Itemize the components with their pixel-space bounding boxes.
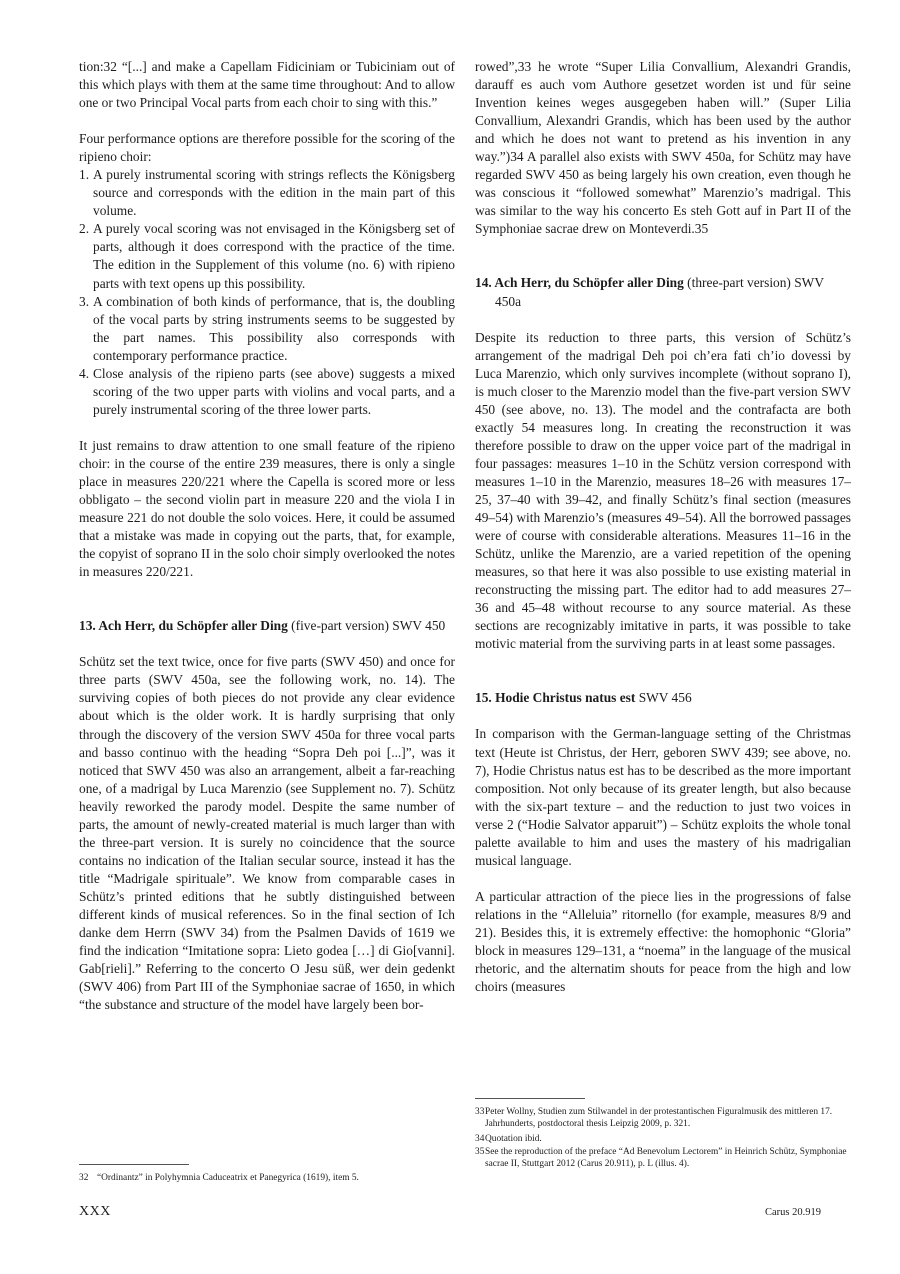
paragraph: Despite its reduction to three parts, this version of Schütz’s arrangement of the madrigal Deh poi ch’era fati ch’io dovessi by Luca Marenzio, which only survives incomplete (without soprano I), is much closer to the Marenzio model than the five-part version SWV 450 (see above, no. 13). The model and the contrafacta are both exactly 54 measures long. In creating the reconstruction it was therefore possible to draw on the upper voice part of the madrigal in four passages: measures 1–10 in the Schütz version correspond with measures 1–10 in the Marenzio, measures 18–26 with measures 17–25, 37–40 with 39–42, and finally Schütz’s final section (measures 49–54) with Marenzio’s (measures 49–54). All the borrowed passages were of course with considerable alterations. Measures 11–16 in the Schütz, unlike the Marenzio, are a varied repetition of the opening measures, so that here it was also possible to use existing material in reconstructing the missing part. The editor had to add measures 27–36 and 45–48 without recourse to any source material. As these sections are recognizably imitative in parts, it was possible to take motivic material from the surviving parts in at least some passages. — [475, 329, 851, 652]
list-item: 4. Close analysis of the ripieno parts (see above) suggests a mixed scoring of the two upper parts with violins and vocal parts, and a purely instrumental scoring of the three lower parts. — [79, 365, 455, 417]
list-item: 1. A purely instrumental scoring with strings reflects the Königsberg source and corresponds with the edition in the main part of this volume. — [79, 167, 455, 219]
paragraph: In comparison with the German-language setting of the Christmas text (Heute ist Christus, der Herr, geboren SWV 439; see above, no. 7), Hodie Christus natus est has to be described as the more important composition. Not only because of its greater length, but also because with the six-part texture – and the reduction to just two voices in verse 2 (“Hodie Salvator apparuit”) – Schütz exploits the whole tonal palette available to him and uses the mastery of his madrigalian musical language. — [475, 726, 851, 868]
catalog-number: Carus 20.919 — [765, 1207, 821, 1218]
page-number: XXX — [79, 1204, 111, 1219]
section-heading-15: 15. Hodie Christus natus est SWV 456 — [475, 690, 692, 706]
footnote: 34 Quotation ibid. — [475, 1134, 542, 1144]
right-column — [475, 58, 851, 996]
list-item: 2. A purely vocal scoring was not envisaged in the Königsberg set of parts, although it does correspond with the practice of the time. The edition in the Supplement of this volume (no. 6) with ripieno parts with text opens up this possibility. — [79, 221, 455, 291]
performance-options-list — [79, 166, 455, 419]
footnote-divider — [475, 1098, 585, 1099]
paragraph: Four performance options are therefore possible for the scoring of the ripieno choir: — [79, 131, 455, 165]
footnote: 33 Peter Wollny, Studien zum Stilwandel in der protestantischen Figuralmusik des mittleren 17. Jahrhunderts, postdoctoral thesis Leipzig 2009, p. 321. — [475, 1107, 833, 1129]
list-item: 3. A combination of both kinds of performance, that is, the doubling of the vocal parts by string instruments seems to be suggested by the part names. This possibility also corresponds with contemporary performance practice. — [79, 293, 455, 363]
left-column — [79, 58, 455, 1014]
paragraph: Schütz set the text twice, once for five parts (SWV 450) and once for three parts (SWV 450a, see the following work, no. 14). The surviving copies of both pieces do not provide any clear evidence about which is the older work. It is hardly surprising that only through the discovery of the version SWV 450a for three vocal parts and basso continuo with the heading “Sopra Deh poi [...]”, was it noticed that SWV 450 was also an arrangement, albeit a far-reaching one, of a madrigal by Luca Marenzio (see Supplement no. 7). Schütz heavily reworked the parody model. Despite the same number of parts, the amount of newly-created material is much larger than with the three-part version. It is surely no coincidence that the source contains no indication of the Italian secular source, instead it has the title “Madrigale spirituale”. We know from comparable cases in Schütz’s printed editions that he subtly distinguished between different kinds of musical references. So in the final section of Ich danke dem Herrn (SWV 34) from the Psalmen Davids of 1619 we find the indication “Imitatione sopra: Lieto godea […] di Gio[vanni]. Gab[rieli].” Referring to the concerto O Jesu süß, wer dein gedenkt (SWV 406) from Part III of the Symphoniae sacrae of 1650, in which “the substance and structure of the model have largely been bor- — [79, 654, 455, 1013]
section-heading-13: 13. Ach Herr, du Schöpfer aller Ding (five-part version) SWV 450 — [79, 618, 446, 634]
paragraph: rowed”,33 he wrote “Super Lilia Convallium, Alexandri Grandis, darauff es auch vom Authore gesetzet worden ist und für seine Invention keines weges ausgegeben haben will.” (Super Lilia Convallium, Alexandri Grandis, which has been used by the author and which he does not want to pretend as his invention in any way.”)34 A parallel also exists with SWV 450a, for Schütz may have regarded SWV 450 as being largely his own creation, even though he was conscious it “followed somewhat” Marenzio’s madrigal. This was similar to the way his concerto Es steh Gott auf in Part II of the Symphoniae sacrae drew on Monteverdi.35 — [475, 59, 851, 237]
footnote: 35 See the reproduction of the preface “Ad Benevolum Lectorem” in Heinrich Schütz, Symphoniae sacrae II, Stuttgart 2012 (Carus 20.911), p. L (illus. 4). — [475, 1147, 847, 1169]
section-heading-14: 14. Ach Herr, du Schöpfer aller Ding (three-part version) SWV 450a — [475, 275, 824, 309]
paragraph: It just remains to draw attention to one small feature of the ripieno choir: in the course of the entire 239 measures, there is only a single place in measures 220/221 where the Capella is scored more or less obbligato – the second violin part in measure 220 and the viola I in measure 221 do not double the solo voices. Here, it could be assumed that a mistake was made in copying out the parts, that, for example, the copyist of soprano II in the solo choir simply overlooked the notes in measures 220/221. — [79, 437, 455, 580]
footnote: 32 “Ordinantz” in Polyhymnia Caduceatrix et Panegyrica (1619), item 5. — [79, 1173, 359, 1183]
paragraph: tion:32 “[...] and make a Capellam Fidiciniam or Tubiciniam out of this which plays with them at the same time throughout: And to allow one or two Principal Vocal parts from each choir to sing with this.” — [79, 59, 455, 111]
paragraph: A particular attraction of the piece lies in the progressions of false relations in the “Alleluia” ritornello (for example, measures 8/9 and 21). Besides this, it is extremely effective: the homophonic “Gloria” block in measures 129–131, a “noema” in the language of the musical rhetoric, and the alternatim shouts for peace from the high and low choirs (measures — [475, 888, 851, 995]
footnote-divider — [79, 1164, 189, 1165]
